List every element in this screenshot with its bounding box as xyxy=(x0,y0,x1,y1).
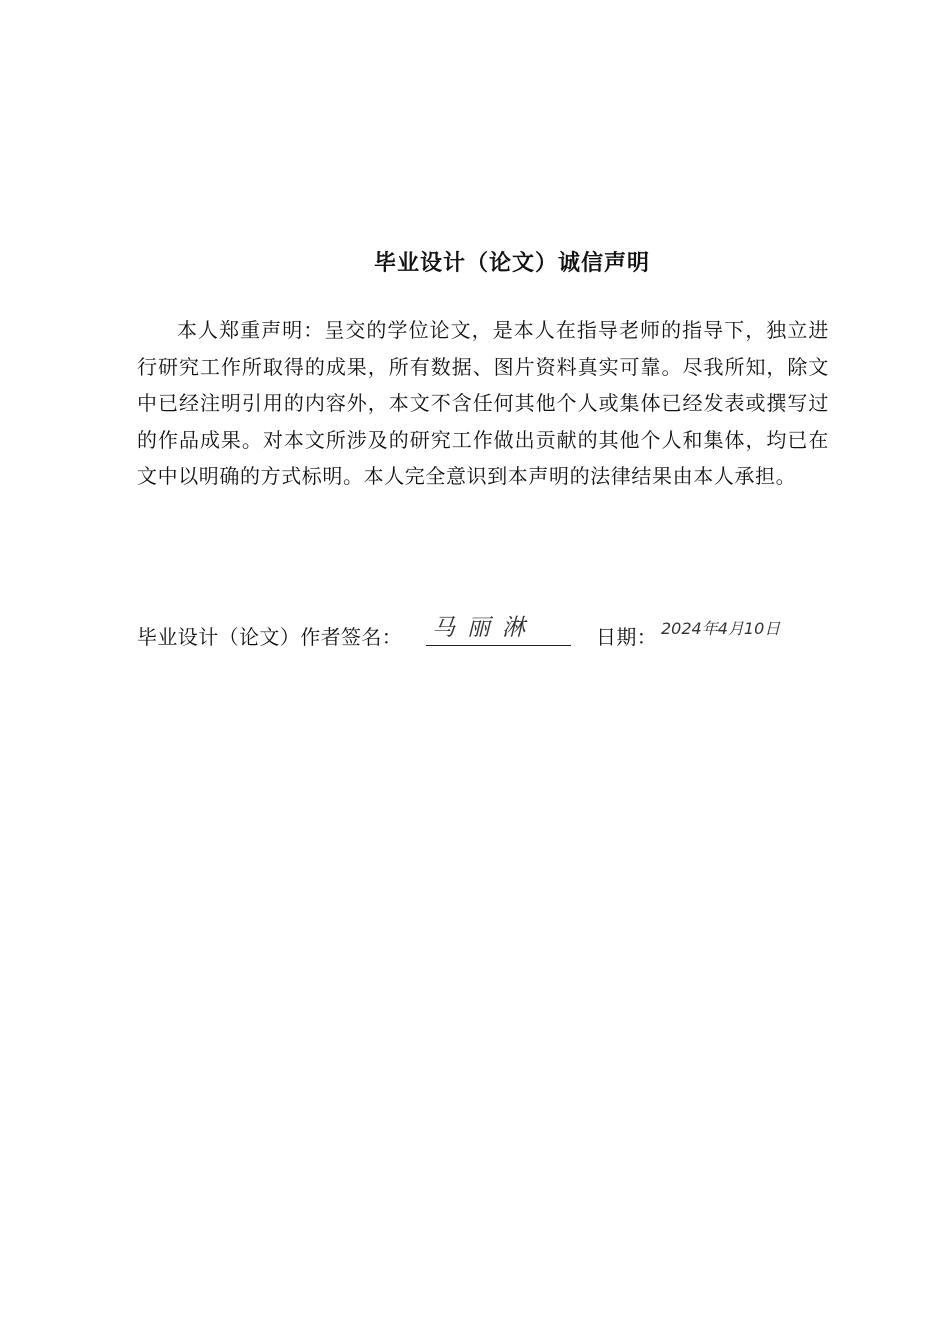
declaration-paragraph: 本人郑重声明：呈交的学位论文，是本人在指导老师的指导下，独立进行研究工作所取得的成果，所有数据、图片资料真实可靠。尽我所知，除文中已经注明引用的内容外，本文不含任何其他个人或集体已经发表或撰写过的作品成果。对本文所涉及的研究工作做出贡献的其他个人和集体，均已在文中以明确的方式标明。本人完全意识到本声明的法律结果由本人承担。 xyxy=(137,318,829,488)
page-title: 毕业设计（论文）诚信声明 xyxy=(373,251,650,276)
handwritten-signature xyxy=(430,612,570,642)
signature-underline xyxy=(426,645,571,646)
signature-name-text: 马丽淋 xyxy=(432,615,537,641)
handwritten-date xyxy=(659,614,799,640)
date-label: 日期： xyxy=(596,625,658,649)
date-value-text: 2024年4月10日 xyxy=(661,619,781,638)
signature-row xyxy=(137,612,837,652)
signature-label: 毕业设计（论文）作者签名： xyxy=(137,625,403,649)
